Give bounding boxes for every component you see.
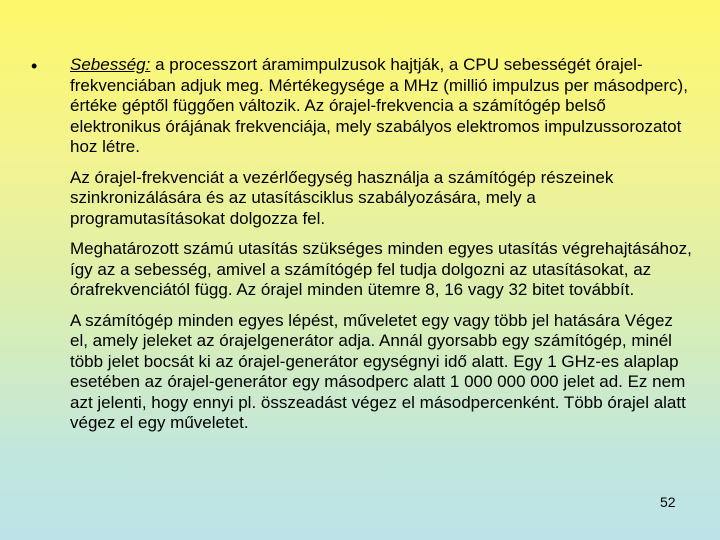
paragraph-clock-usage: Az órajel-frekvenciát a vezérlőegység használja a számítógép részeinek szinkronizálására és az utasításciklus szabályozására, mely a programutasításokat dolgozza fel.: [70, 167, 614, 228]
bullet-marker: •: [31, 56, 38, 76]
term-sebesseg: Sebesség:: [70, 55, 151, 74]
paragraph-speed: [70, 55, 695, 158]
paragraph-speed-text: a processzort áramimpulzusok hajtják, a CPU sebességét órajel-frekvenciában adjuk meg. Mértékegysége a MHz (millió impulzus per másodperc), értéke géptől függően változik. Az órajel-frekvencia a számítógép belső elektronikus órájának frekvenciája, mely szabályos elektromos impulzussorozatot hoz létre.: [70, 55, 688, 156]
paragraph-signals: A számítógép minden egyes lépést, műveletet egy vagy több jel hatására Végez el, amely jeleket az órajelgenerátor adja. Annál gyorsabb egy számítógép, minél több jelet bocsát ki az órajel-generátor egységnyi idő alatt. Egy 1 GHz-es alaplap esetében az órajel-generátor egy másodperc alatt 1 000 000 000 jelet ad. Ez nem azt jelenti, hogy ennyi pl. összeadást végez el másodpercenként. Több órajel alatt végez el egy műveletet.: [70, 310, 686, 432]
slide-content: [70, 55, 695, 444]
paragraph-instructions: Meghatározott számú utasítás szükséges minden egyes utasítás végrehajtásához, így az a sebesség, amivel a számítógép fel tudja dolgozni az utasításokat, az órafrekvenciától függ. Az órajel minden ütemre 8, 16 vagy 32 bitet továbbít.: [70, 239, 692, 299]
page-number: 52: [660, 494, 676, 510]
